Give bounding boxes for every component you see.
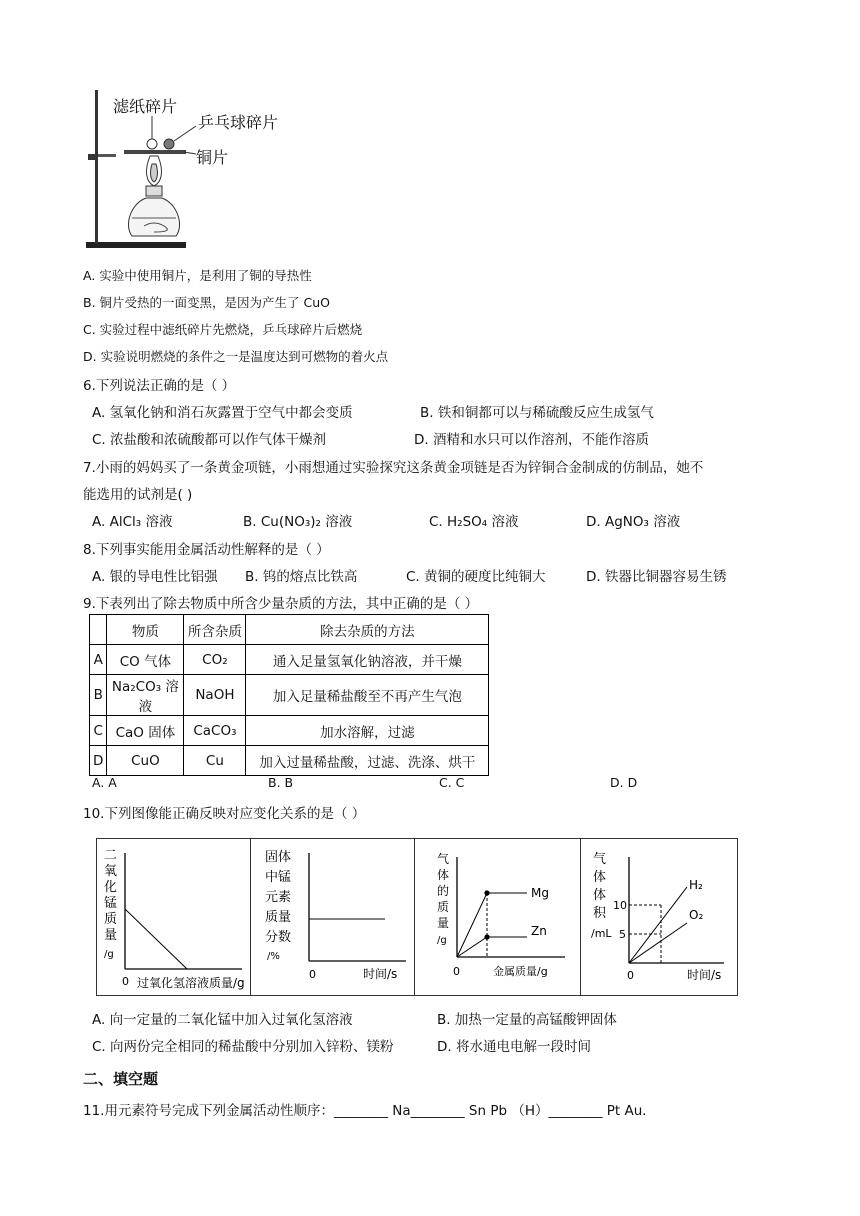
q6-option-b: B. 铁和铜都可以与稀硫酸反应生成氢气 (420, 405, 654, 421)
table-row (90, 746, 489, 776)
y-label-line: 中锰 (265, 870, 292, 885)
q7-option-d: D. AgNO₃ 溶液 (586, 514, 681, 530)
table-header-row (90, 615, 489, 645)
q9-option-d: D. D (610, 775, 638, 790)
table-cell: 加入足量稀盐酸至不再产生气泡 (246, 675, 489, 716)
y-label-char: 的 (437, 884, 450, 898)
table-cell: 加水溶解，过滤 (246, 716, 489, 746)
section-heading: 二、填空题 (83, 1070, 159, 1088)
table-cell: CO 气体 (107, 645, 184, 675)
table-row (90, 645, 489, 675)
table-header-cell: 除去杂质的方法 (246, 615, 489, 645)
q8-option-c: C. 黄铜的硬度比纯铜大 (406, 569, 546, 585)
q10-option-d: D. 将水通电电解一段时间 (437, 1039, 591, 1055)
table-cell: Cu (184, 746, 246, 776)
q7-option-c: C. H₂SO₄ 溶液 (429, 514, 519, 530)
table-header-cell (90, 615, 107, 645)
y-label-char: 气 (593, 852, 607, 867)
q10-charts-panel (96, 838, 738, 996)
table-cell: 加入过量稀盐酸，过滤、洗涤、烘干 (246, 746, 489, 776)
y-label-unit: /g (104, 949, 114, 960)
x-label: 过氧化氢溶液质量/g (137, 976, 245, 990)
label-pingpong: 乒乓球碎片 (198, 113, 279, 132)
y-label-char: 化 (104, 880, 118, 895)
q11-stem: 11.用元素符号完成下列金属活动性顺序：________ Na________ Sn Pb （H）________ Pt Au． (83, 1103, 656, 1119)
q7-stem-line1: 7.小雨的妈妈买了一条黄金项链，小雨想通过实验探究这条黄金项链是否为锌铜合金制成的仿制品，她不 (83, 460, 704, 476)
series-h2-line (629, 887, 687, 963)
y-tick-10: 10 (613, 899, 627, 912)
table-header-cell: 物质 (107, 615, 184, 645)
series-zn-line (457, 937, 527, 957)
q5-option-c: C. 实验过程中滤纸碎片先燃烧，乒乓球碎片后燃烧 (83, 322, 363, 337)
y-label-char: 量 (104, 928, 118, 943)
table-cell: B (90, 675, 107, 716)
q5-option-d: D. 实验说明燃烧的条件之一是温度达到可燃物的着火点 (83, 349, 389, 364)
q9-option-c: C. C (439, 775, 465, 790)
origin-label: 0 (627, 969, 634, 982)
y-label-unit: /g (437, 935, 447, 946)
label-copper-sheet: 铜片 (196, 148, 229, 167)
impurity-table (89, 614, 489, 776)
origin-label: 0 (453, 965, 460, 978)
series-mg-line (457, 893, 527, 957)
table-cell: CuO (107, 746, 184, 776)
y-label-char: 质 (104, 912, 118, 927)
q6-option-d: D. 酒精和水只可以作溶剂，不能作溶质 (414, 432, 649, 448)
table-cell: NaOH (184, 675, 246, 716)
x-label: 金属质量/g (493, 965, 548, 978)
y-label-unit: /% (267, 951, 280, 962)
table-row (90, 716, 489, 746)
q7-option-b: B. Cu(NO₃)₂ 溶液 (243, 514, 353, 530)
table-cell: 通入足量氢氧化钠溶液，并干燥 (246, 645, 489, 675)
q6-option-c: C. 浓盐酸和浓硫酸都可以作气体干燥剂 (92, 432, 327, 448)
q8-stem: 8.下列事实能用金属活动性解释的是（ ） (83, 542, 330, 558)
y-label-char: 二 (104, 848, 118, 863)
series-h2-label: H₂ (689, 878, 703, 892)
x-label: 时间/s (363, 967, 398, 981)
q10-option-b: B. 加热一定量的高锰酸钾固体 (437, 1012, 617, 1028)
y-label-line: 元素 (265, 890, 292, 905)
y-label-char: 积 (593, 906, 607, 921)
chart-gas-mass-metals (415, 839, 580, 995)
q7-stem-line2: 能选用的试剂是( ) (83, 487, 193, 503)
table-cell: Na₂CO₃ 溶液 (107, 675, 184, 716)
y-label-char: 体 (593, 888, 607, 903)
table-row (90, 675, 489, 716)
y-tick-5: 5 (619, 928, 626, 941)
q8-option-d: D. 铁器比铜器容易生锈 (586, 569, 727, 585)
q5-option-b: B. 铜片受热的一面变黑，是因为产生了 CuO (83, 295, 330, 310)
zn-point (484, 934, 489, 939)
y-label-char: 体 (593, 870, 607, 885)
y-label-char: 体 (437, 868, 450, 882)
y-label-unit: /mL (591, 927, 612, 940)
y-label-line: 质量 (265, 910, 292, 925)
q7-option-a: A. AlCl₃ 溶液 (92, 514, 173, 530)
series-line (125, 909, 187, 969)
series-o2-line (629, 923, 687, 963)
chart-mno2-mass (97, 839, 250, 995)
y-label-char: 氧 (104, 864, 118, 879)
q9-option-b: B. B (268, 775, 294, 790)
table-cell: D (90, 746, 107, 776)
q5-option-a: A. 实验中使用铜片，是利用了铜的导热性 (83, 268, 312, 283)
series-mg-label: Mg (531, 886, 549, 900)
table-cell: A (90, 645, 107, 675)
y-label-line: 固体 (265, 850, 292, 865)
table-header-cell: 所含杂质 (184, 615, 246, 645)
chart-mn-fraction (251, 839, 414, 995)
q6-stem: 6.下列说法正确的是（ ） (83, 378, 236, 394)
series-zn-label: Zn (531, 924, 547, 938)
q10-option-c: C. 向两份完全相同的稀盐酸中分别加入锌粉、镁粉 (92, 1039, 394, 1055)
chart-electrolysis (581, 839, 736, 995)
x-label: 时间/s (687, 968, 722, 982)
origin-label: 0 (122, 975, 129, 988)
q6-option-a: A. 氢氧化钠和消石灰露置于空气中都会变质 (92, 405, 353, 421)
series-o2-label: O₂ (689, 908, 704, 922)
y-label-char: 量 (437, 916, 450, 930)
q10-stem: 10.下列图像能正确反映对应变化关系的是（ ） (83, 806, 366, 822)
table-cell: CaCO₃ (184, 716, 246, 746)
q8-option-b: B. 钨的熔点比铁高 (245, 569, 358, 585)
q9-option-a: A. A (92, 775, 117, 790)
table-cell: CO₂ (184, 645, 246, 675)
q9-stem: 9.下表列出了除去物质中所含少量杂质的方法，其中正确的是（ ） (83, 596, 479, 612)
q8-option-a: A. 银的导电性比铝强 (92, 569, 218, 585)
label-filter-paper: 滤纸碎片 (113, 97, 178, 116)
y-label-char: 锰 (104, 896, 118, 911)
table-cell: CaO 固体 (107, 716, 184, 746)
y-label-line: 分数 (265, 930, 292, 945)
y-label-char: 气 (437, 852, 450, 866)
q10-option-a: A. 向一定量的二氧化锰中加入过氧化氢溶液 (92, 1012, 353, 1028)
table-cell: C (90, 716, 107, 746)
origin-label: 0 (309, 968, 316, 981)
mg-point (484, 890, 489, 895)
y-label-char: 质 (437, 900, 450, 914)
